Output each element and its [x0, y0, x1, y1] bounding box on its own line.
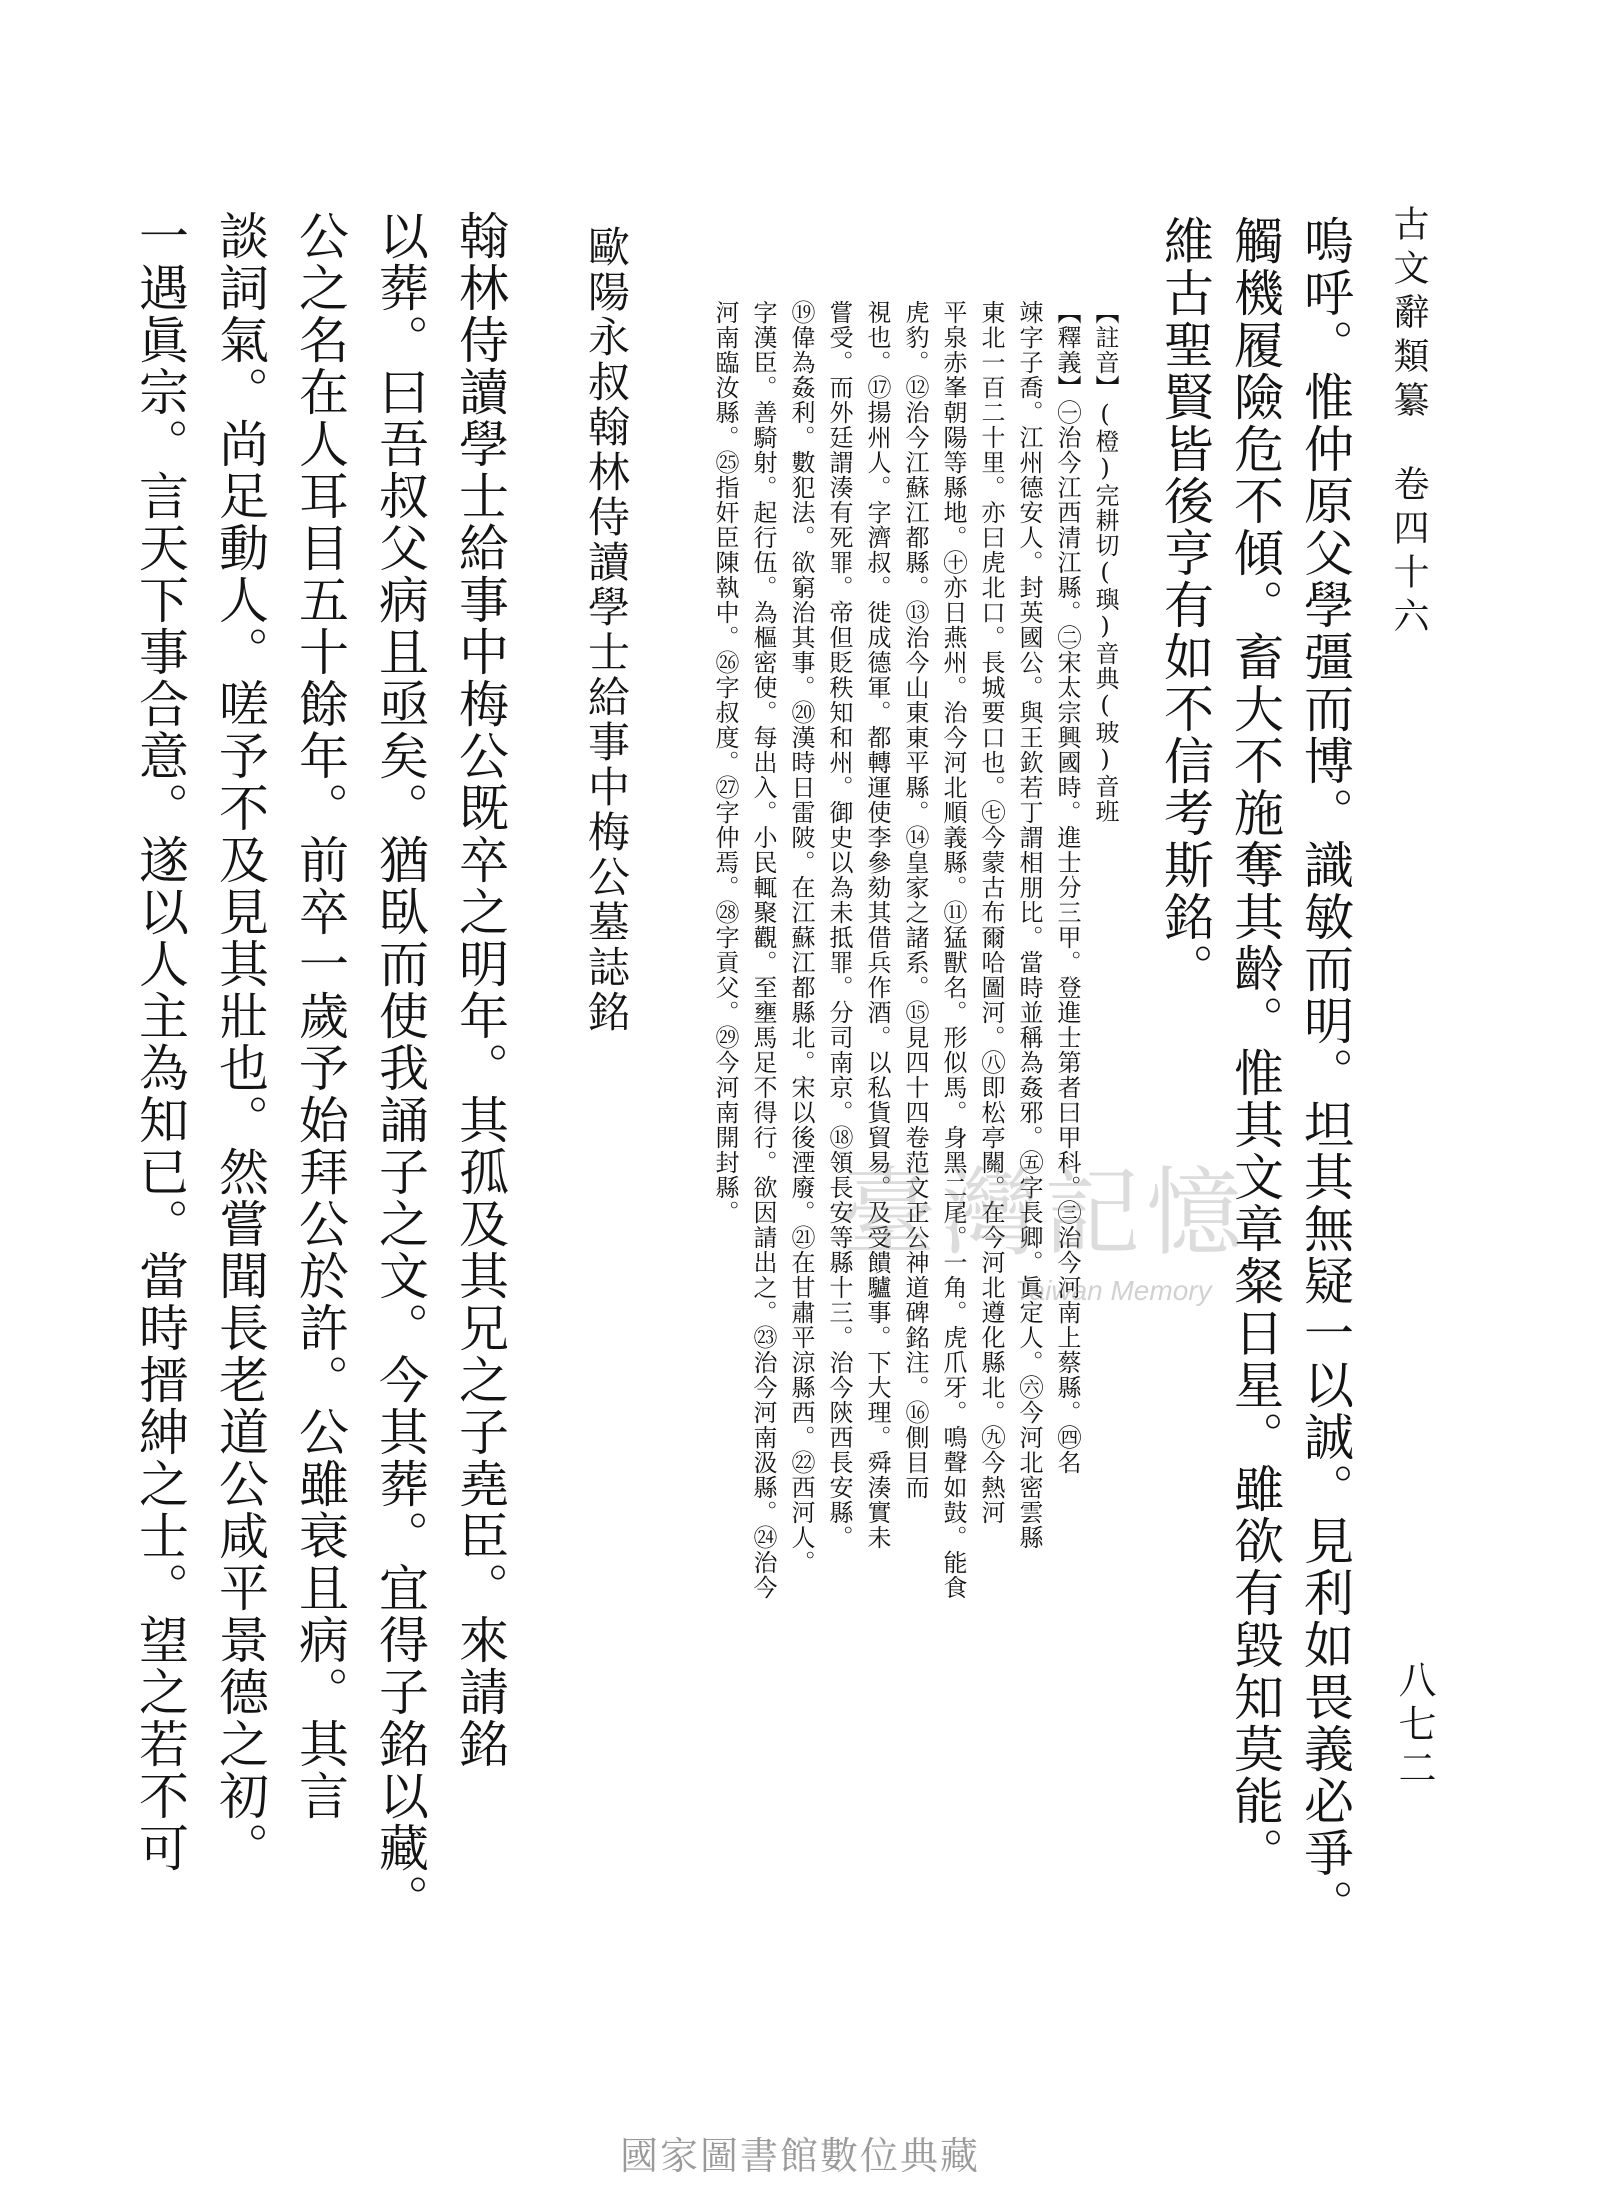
volume-number: 卷四十六	[1388, 465, 1429, 641]
article-line: 談詞氣。尚足動人。嗟予不及見其壯也。然嘗聞長老道公咸平景德之初。	[211, 210, 269, 1874]
archive-footer: 國家圖書館數位典藏	[619, 2134, 980, 2178]
article-line: 以葬。曰吾叔父病且亟矣。猶臥而使我誦子之文。今其葬。宜得子銘以藏。	[371, 210, 429, 1926]
annotation-line: 【釋義】㊀治今江西清江縣。㊁宋太宗興國時。進士分三甲。登進士第者曰甲科。㊂治今河南上蔡縣。㊃名	[1053, 300, 1081, 1475]
annotation-line: 視也。⑰揚州人。字濟叔。徙成德軍。都轉運使李參劾其借兵作酒。以私貨貿易。及受饋驢事。下大理。舜湊實未	[863, 300, 891, 1550]
watermark-subtext: Taiwan Memory	[1015, 1275, 1212, 1306]
annotation-line: 東北一百二十里。亦曰虎北口。長城要口也。㊆今蒙古布爾哈圖河。㊇即松亭關。在今河北遵化縣北。㊈今熱河	[977, 300, 1005, 1525]
running-header	[1388, 205, 1429, 641]
inscription-line: 維古聖賢皆後亨有如不信考斯銘。	[1156, 215, 1214, 995]
article-line: 公之名在人耳目五十餘年。前卒一歲予始拜公於許。公雖衰且病。其言	[291, 210, 349, 1822]
page-number: 八七二	[1392, 1660, 1436, 1792]
inscription-line: 觸機履險危不傾。畜大不施奪其齡。惟其文章粲日星。雖欲有毀知莫能。	[1226, 215, 1284, 1879]
annotation-line: 平泉赤峯朝陽等縣地。㊉亦日燕州。治今河北順義縣。⑪猛獸名。形似馬。身黑二尾。一角。虎爪牙。鳴聲如鼓。能食	[939, 300, 967, 1600]
annotation-line: ⑲偉為姦利。數犯法。欲窮治其事。⑳漢時日雷陂。在江蘇江都縣北。宋以後湮廢。㉑在甘肅平涼縣西。㉒西河人。	[787, 300, 815, 1575]
book-title: 古文辭類纂	[1388, 205, 1429, 425]
inscription-line: 嗚呼。惟仲原父學彊而博。識敏而明。坦其無疑一以誠。見利如畏義必爭。	[1296, 215, 1354, 1931]
annotation-line: 竦字子喬。江州德安人。封英國公。與王欽若丁謂相朋比。當時並稱為姦邪。㊄字長卿。眞定人。㊅今河北密雲縣	[1015, 300, 1043, 1550]
article-line: 翰林侍讀學士給事中梅公既卒之明年。其孤及其兄之子堯臣。來請銘	[451, 210, 509, 1770]
annotation-line: 虎豹。⑫治今江蘇江都縣。⑬治今山東東平縣。⑭皇家之諸系。⑮見四十四卷范文正公神道碑銘注。⑯側目而	[901, 300, 929, 1500]
pronunciation-note: 【註音】(橙)完耕切(璵)音典(玻)音班	[1091, 300, 1119, 824]
annotation-line: 河南臨汝縣。㉕指奸臣陳執中。㉖字叔度。㉗字仲焉。㉘字貢父。㉙今河南開封縣。	[711, 300, 739, 1225]
article-line: 一遇眞宗。言天下事合意。遂以人主為知已。當時搢紳之士。望之若不可	[131, 210, 189, 1874]
annotation-line: 嘗受。而外廷謂湊有死罪。帝但貶秩知和州。御史以為未抵罪。分司南京。⑱領長安等縣十三。治今陝西長安縣。	[825, 300, 853, 1550]
watermark-logo: 臺灣記憶	[840, 1157, 1248, 1269]
article-title: 歐陽永叔翰林侍讀學士給事中梅公墓誌銘	[582, 225, 631, 1035]
annotation-line: 字漢臣。善騎射。起行伍。為樞密使。每出入。小民輒聚觀。至壅馬足不得行。欲因請出之。㉓治今河南汲縣。㉔治今	[749, 300, 777, 1600]
